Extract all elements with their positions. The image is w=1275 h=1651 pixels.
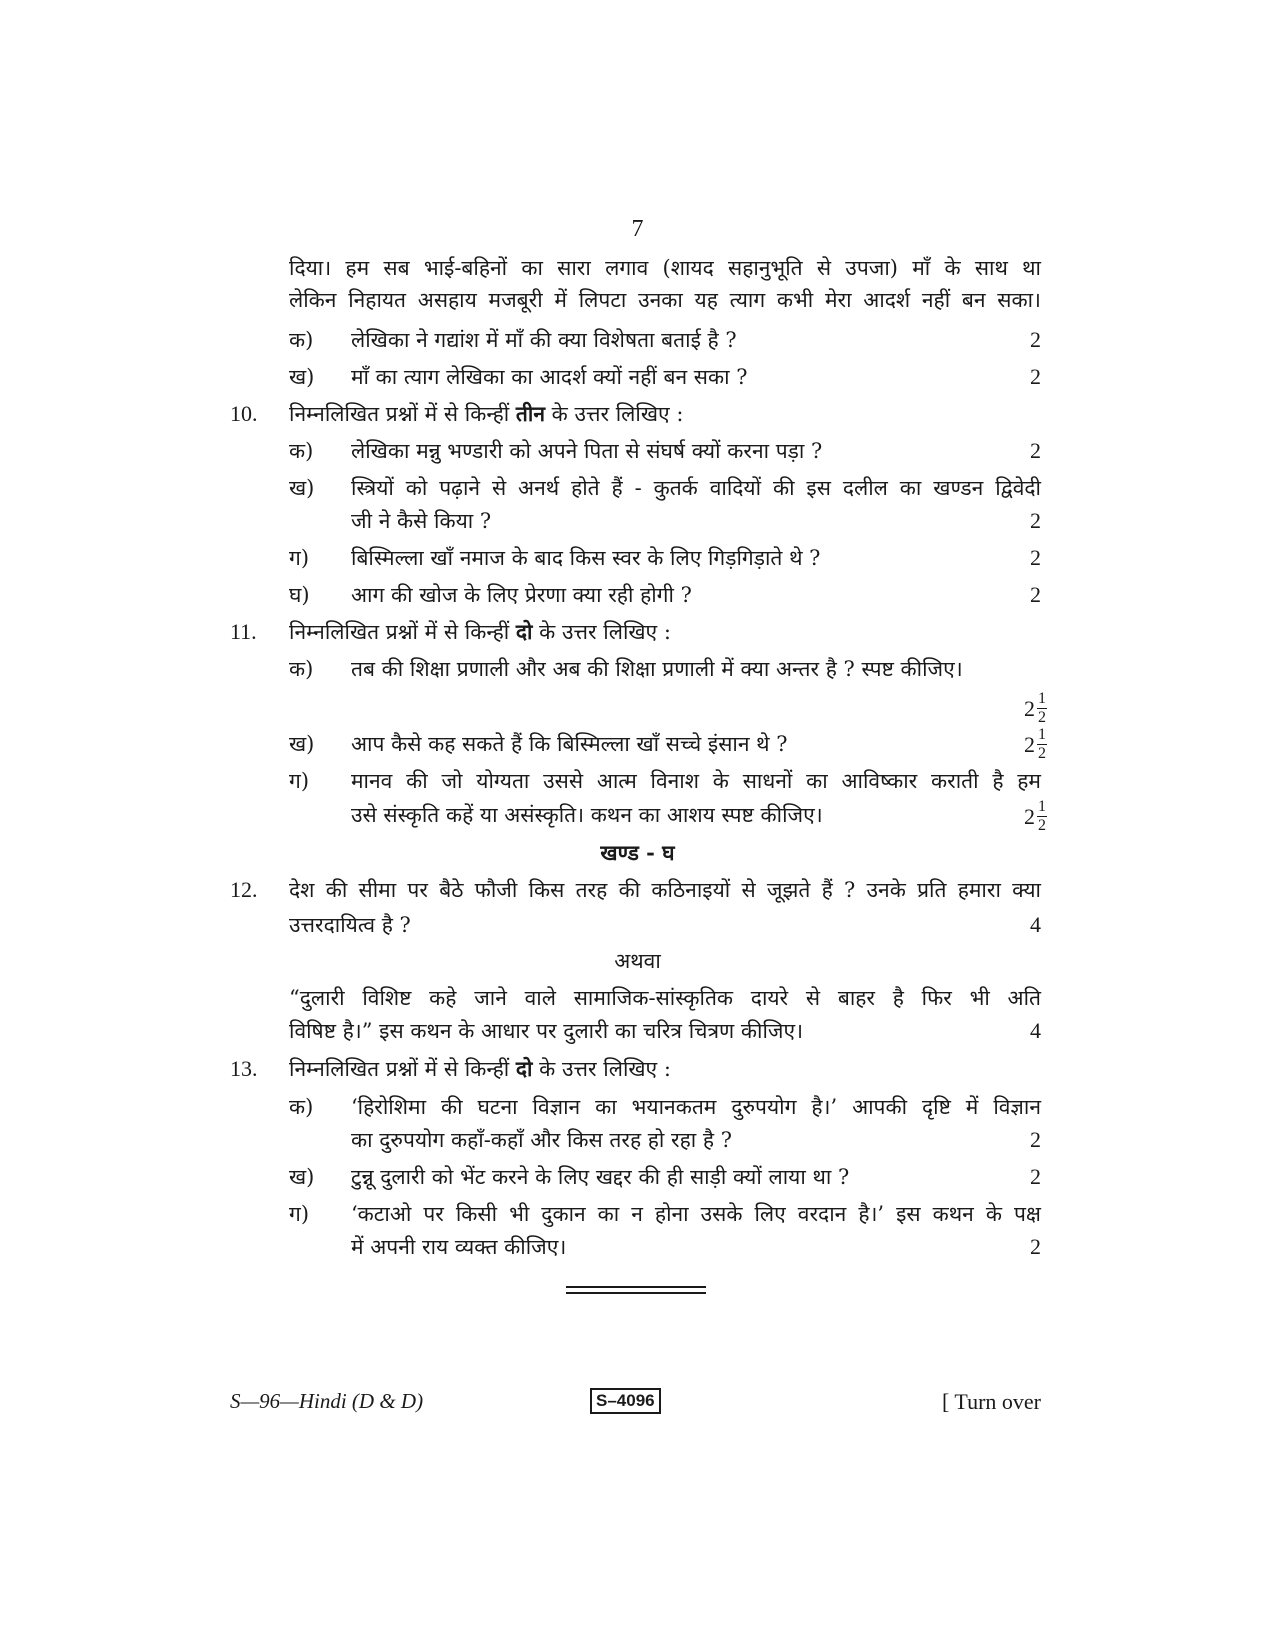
question-text-line-1: स्त्रियों को पढ़ाने से अनर्थ होते हैं - कुतर्क वादियों की इस दलील का खण्डन द्विवेदी bbox=[351, 476, 1041, 500]
option-label: ग) bbox=[289, 769, 310, 793]
marks: 2 bbox=[1030, 508, 1041, 533]
turn-over: [ Turn over bbox=[941, 1389, 1041, 1414]
alternative-line-1: “दुलारी विशिष्ट कहे जाने वाले सामाजिक-सांस्कृतिक दायरे से बाहर है फिर भी अति bbox=[289, 986, 1041, 1010]
question-text: लेखिका मन्नु भण्डारी को अपने पिता से संघर्ष क्यों करना पड़ा ? bbox=[351, 439, 823, 463]
marks-denominator: 2 bbox=[1038, 745, 1046, 762]
question-text: टुन्नू दुलारी को भेंट करने के लिए खद्दर की ही साड़ी क्यों लाया था ? bbox=[351, 1165, 850, 1189]
instruction-count: दो bbox=[515, 1056, 533, 1081]
question-text: बिस्मिल्ला खाँ नमाज के बाद किस स्वर के लिए गिड़गिड़ाते थे ? bbox=[351, 546, 821, 570]
option-label: घ) bbox=[289, 583, 310, 607]
passage-line-1: दिया। हम सब भाई-बहिनों का सारा लगाव (शायद सहानुभूति से उपजा) माँ के साथ था bbox=[289, 256, 1041, 280]
option-label: ख) bbox=[289, 476, 315, 500]
instruction-prefix: निम्नलिखित प्रश्नों में से किन्हीं bbox=[289, 1057, 516, 1081]
option-label: क) bbox=[289, 657, 314, 681]
question-text-line-2: में अपनी राय व्यक्त कीजिए। bbox=[351, 1235, 567, 1259]
marks-whole: 2 bbox=[1024, 731, 1035, 757]
question-number: 10. bbox=[230, 401, 258, 426]
marks: 2 bbox=[1030, 1127, 1041, 1152]
instruction-prefix: निम्नलिखित प्रश्नों में से किन्हीं bbox=[289, 620, 516, 644]
question-text: आप कैसे कह सकते हैं कि बिस्मिल्ला खाँ सच्चे इंसान थे ? bbox=[351, 732, 788, 756]
option-label: ग) bbox=[289, 1202, 310, 1226]
marks: 2 bbox=[1030, 1164, 1041, 1189]
question-text: तब की शिक्षा प्रणाली और अब की शिक्षा प्रणाली में क्या अन्तर है ? स्पष्ट कीजिए। bbox=[351, 657, 963, 681]
question-text-line-2: का दुरुपयोग कहाँ-कहाँ और किस तरह हो रहा है ? bbox=[351, 1128, 732, 1152]
option-label: ख) bbox=[289, 732, 315, 756]
page-number: 7 bbox=[631, 216, 644, 242]
or-divider: अथवा bbox=[614, 949, 661, 973]
question-12-line-2: उत्तरदायित्व है ? bbox=[289, 913, 411, 937]
marks: 2 bbox=[1030, 582, 1041, 607]
question-text: माँ का त्याग लेखिका का आदर्श क्यों नहीं बन सका ? bbox=[351, 365, 748, 389]
section-heading: खण्ड - घ bbox=[600, 840, 675, 865]
question-text-line-2: उसे संस्कृति कहें या असंस्कृति। कथन का आशय स्पष्ट कीजिए। bbox=[351, 803, 823, 827]
instruction-suffix: के उत्तर लिखिए : bbox=[532, 620, 671, 644]
marks-fraction bbox=[1024, 798, 1047, 835]
marks-fraction bbox=[1024, 726, 1047, 763]
instruction-suffix: के उत्तर लिखिए : bbox=[532, 1057, 671, 1081]
alternative-line-2: विषिष्ट है।” इस कथन के आधार पर दुलारी का चरित्र चित्रण कीजिए। bbox=[289, 1019, 804, 1043]
marks: 4 bbox=[1030, 912, 1041, 937]
option-label: ख) bbox=[289, 365, 315, 389]
question-text: लेखिका ने गद्यांश में माँ की क्या विशेषता बताई है ? bbox=[351, 328, 737, 352]
marks-denominator: 2 bbox=[1038, 817, 1046, 834]
option-label: क) bbox=[289, 1095, 314, 1119]
marks-whole: 2 bbox=[1024, 695, 1035, 721]
instruction-count: दो bbox=[515, 619, 533, 644]
marks-denominator: 2 bbox=[1038, 709, 1046, 726]
question-13-instruction bbox=[289, 1054, 671, 1084]
question-text-line-2: जी ने कैसे किया ? bbox=[351, 509, 492, 533]
marks: 2 bbox=[1030, 438, 1041, 463]
question-number: 12. bbox=[230, 877, 258, 902]
marks: 4 bbox=[1030, 1018, 1041, 1043]
question-number: 11. bbox=[230, 619, 257, 644]
marks-whole: 2 bbox=[1024, 803, 1035, 829]
end-rule-bottom bbox=[566, 1292, 706, 1294]
question-11-instruction bbox=[289, 617, 671, 647]
question-text-line-1: मानव की जो योग्यता उससे आत्म विनाश के साधनों का आविष्कार कराती है हम bbox=[351, 769, 1041, 793]
option-label: ख) bbox=[289, 1165, 315, 1189]
passage-line-2: लेकिन निहायत असहाय मजबूरी में लिपटा उनका यह त्याग कभी मेरा आदर्श नहीं बन सका। bbox=[289, 288, 1041, 312]
option-label: क) bbox=[289, 439, 314, 463]
series-code-box: S–4096 bbox=[590, 1388, 661, 1414]
question-text: आग की खोज के लिए प्रेरणा क्या रही होगी ? bbox=[351, 583, 692, 607]
marks-numerator: 1 bbox=[1038, 726, 1046, 743]
marks: 2 bbox=[1030, 545, 1041, 570]
question-10-instruction bbox=[289, 399, 683, 429]
option-label: ग) bbox=[289, 546, 310, 570]
paper-code: S—96—Hindi (D & D) bbox=[230, 1389, 424, 1413]
instruction-suffix: के उत्तर लिखिए : bbox=[544, 402, 684, 426]
marks: 2 bbox=[1030, 364, 1041, 389]
instruction-prefix: निम्नलिखित प्रश्नों में से किन्हीं bbox=[289, 402, 516, 426]
marks: 2 bbox=[1030, 327, 1041, 352]
end-rule-top bbox=[566, 1286, 706, 1288]
marks: 2 bbox=[1030, 1234, 1041, 1259]
marks-numerator: 1 bbox=[1038, 690, 1046, 707]
marks-numerator: 1 bbox=[1038, 798, 1046, 815]
instruction-count: तीन bbox=[515, 401, 545, 426]
marks-fraction bbox=[1024, 690, 1047, 727]
option-label: क) bbox=[289, 328, 314, 352]
question-12-line-1: देश की सीमा पर बैठे फौजी किस तरह की कठिनाइयों से जूझते हैं ? उनके प्रति हमारा क्या bbox=[289, 878, 1041, 902]
question-text-line-1: ‘हिरोशिमा की घटना विज्ञान का भयानकतम दुरुपयोग है।’ आपकी दृष्टि में विज्ञान bbox=[351, 1095, 1041, 1119]
question-number: 13. bbox=[230, 1056, 258, 1081]
question-text-line-1: ‘कटाओ पर किसी भी दुकान का न होना उसके लिए वरदान है।’ इस कथन के पक्ष bbox=[351, 1202, 1041, 1226]
